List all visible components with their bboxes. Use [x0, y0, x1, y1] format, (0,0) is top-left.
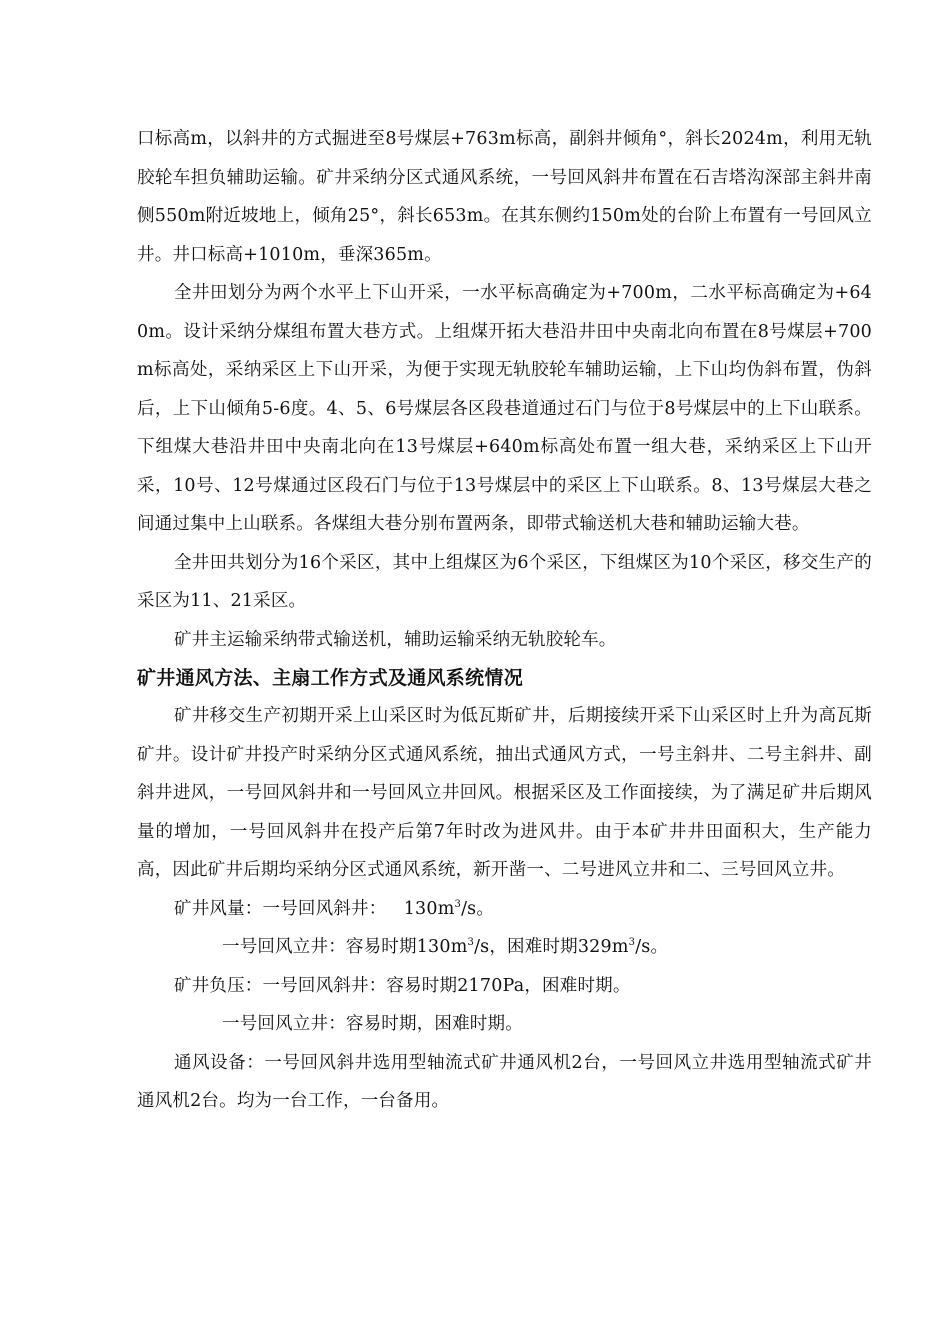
pressure-line-2: 一号回风立井：容易时期，困难时期。 [222, 1014, 523, 1034]
unit-superscript: 3 [454, 898, 462, 910]
airflow-line2-b: /s，困难时期329m [474, 937, 629, 957]
unit-superscript: 3 [628, 937, 636, 949]
airflow-line-2 [137, 928, 872, 967]
airflow-line2-c: /s。 [635, 937, 669, 957]
paragraph-ventilation-system: 矿井移交生产初期开采上山采区时为低瓦斯矿井，后期接续开采下山采区时上升为高瓦斯矿井。设计矿井投产时采纳分区式通风系统，抽出式通风方式，一号主斜井、二号主斜井、副斜井进风，一号回风斜井和一号回风立井回风。根据采区及工作面接续，为了满足矿井后期风量的增加，一号回风斜井在投产后第7年时改为进风井。由于本矿井井田面积大，生产能力高，因此矿井后期均采纳分区式通风系统，新开凿一、二号进风立井和二、三号回风立井。 [137, 706, 872, 880]
document-page [137, 120, 872, 1121]
section-heading-ventilation: 矿井通风方法、主扇工作方式及通风系统情况 [137, 667, 524, 689]
airflow-value-1: 130m [403, 898, 455, 919]
airflow-label: 矿井风量：一号回风斜井： [174, 898, 387, 919]
paragraph-mining-districts: 全井田共划分为16个采区，其中上组煤区为6个采区，下组煤区为10个采区，移交生产的采区为11、21采区。 [137, 552, 872, 611]
unit-superscript: 3 [467, 937, 475, 949]
paragraph-mining-levels: 全井田划分为两个水平上下山开采，一水平标高确定为+700m，二水平标高确定为+640m。设计采纳分煤组布置大巷方式。上组煤开拓大巷沿井田中央南北向布置在8号煤层+700m标高处，采纳采区上下山开采，为便于实现无轨胶轮车辅助运输，上下山均伪斜布置，伪斜后，上下山倾角5-6度。4、5、6号煤层各区段巷道通过石门与位于8号煤层中的上下山联系。下组煤大巷沿井田中央南北向在13号煤层+640m标高处布置一组大巷，采纳采区上下山开采，10号、12号煤通过区段石门与位于13号煤层中的采区上下山联系。8、13号煤层大巷之间通过集中上山联系。各煤组大巷分别布置两条，即带式输送机大巷和辅助运输大巷。 [137, 283, 872, 534]
airflow-line2-a: 一号回风立井：容易时期130m [222, 937, 468, 957]
pressure-line-1: 矿井负压：一号回风斜井：容易时期2170Pa，困难时期。 [174, 975, 631, 996]
airflow-line-1 [137, 890, 872, 929]
paragraph-shaft-layout: 口标高m，以斜井的方式掘进至8号煤层+763m标高，副斜井倾角°，斜长2024m，利用无轨胶轮车担负辅助运输。矿井采纳分区式通风系统，一号回风斜井布置在石吉塔沟深部主斜井南侧550m附近坡地上，倾角25°，斜长653m。在其东侧约150m处的台阶上布置有一号回风立井。井口标高+1010m，垂深365m。 [137, 129, 872, 265]
paragraph-transport: 矿井主运输采纳带式输送机，辅助运输采纳无轨胶轮车。 [174, 629, 617, 650]
airflow-unit-tail: /s。 [461, 898, 495, 919]
paragraph-equipment: 通风设备：一号回风斜井选用型轴流式矿井通风机2台，一号回风立井选用型轴流式矿井通风机2台。均为一台工作，一台备用。 [137, 1052, 872, 1111]
